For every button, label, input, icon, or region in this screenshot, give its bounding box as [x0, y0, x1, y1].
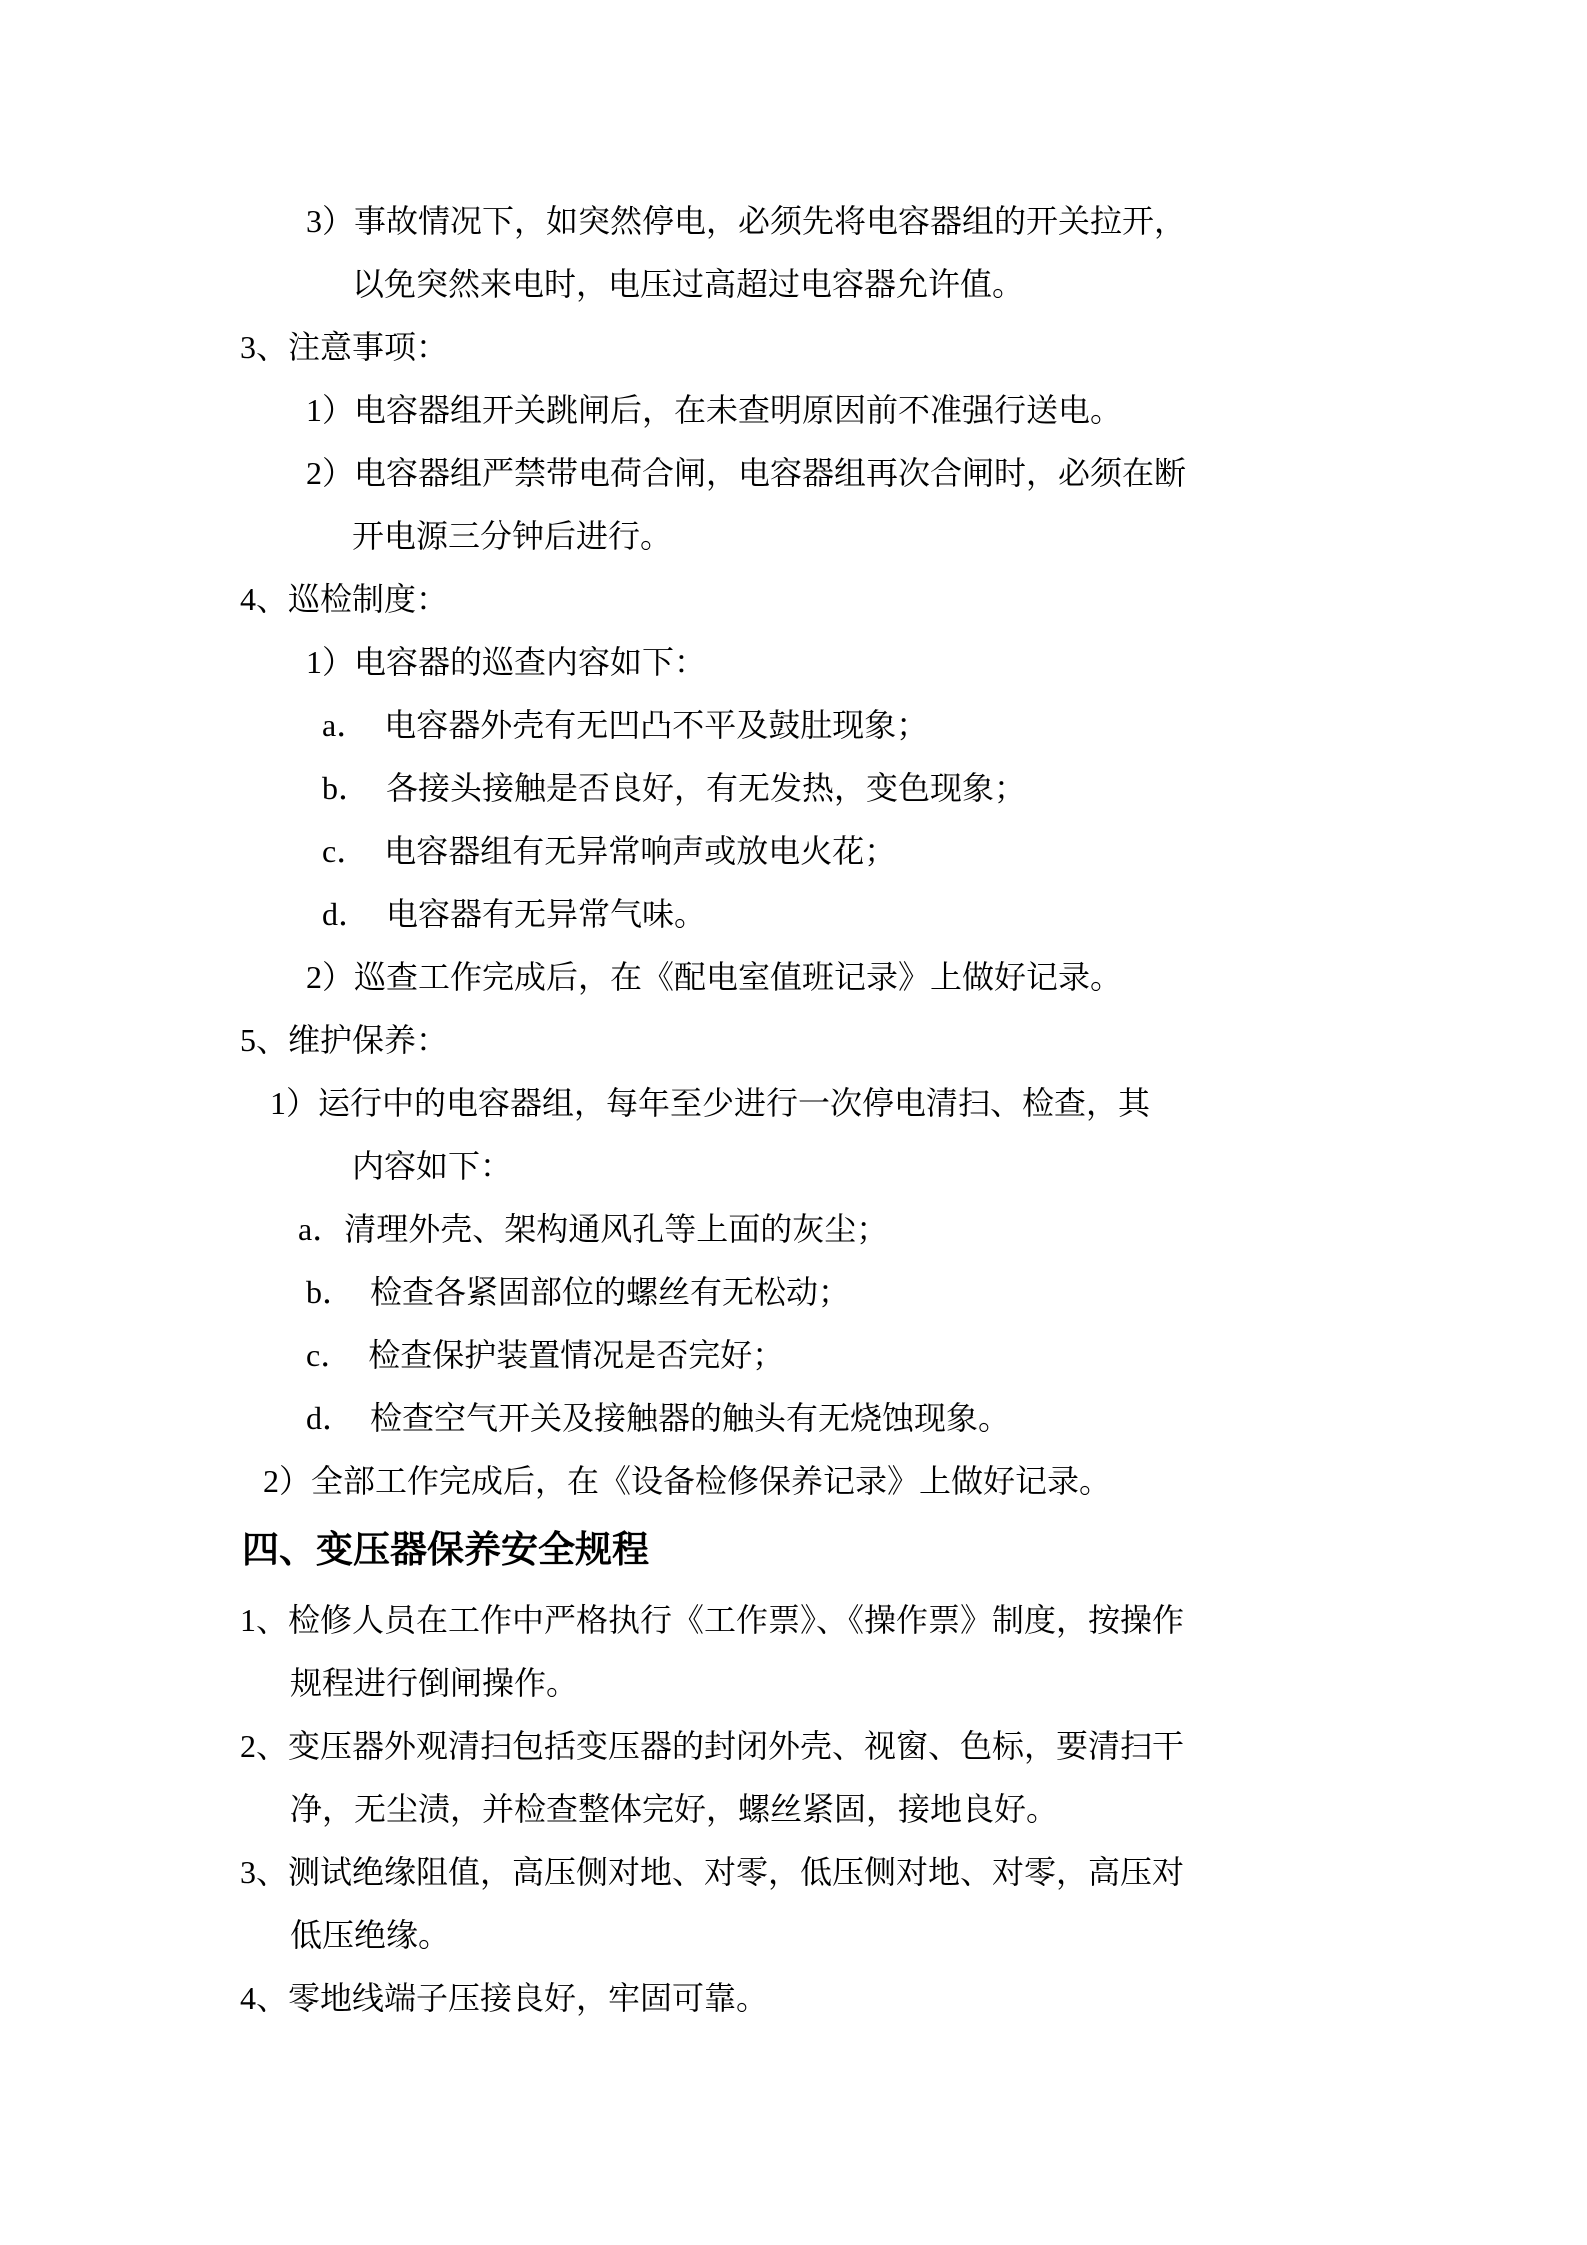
text-line: 开电源三分钟后进行。 — [352, 518, 673, 554]
text-line: b． 检查各紧固部位的螺丝有无松动； — [306, 1274, 851, 1310]
text-line: c． 检查保护装置情况是否完好； — [306, 1337, 785, 1373]
text-line: 净，无尘渍，并检查整体完好，螺丝紧固，接地良好。 — [290, 1791, 1059, 1827]
text-line: d． 检查空气开关及接触器的触头有无烧蚀现象。 — [306, 1400, 1011, 1436]
text-line: 4、巡检制度： — [240, 581, 449, 617]
section-heading: 四、变压器保养安全规程 — [242, 1530, 649, 1571]
text-line: 3）事故情况下，如突然停电，必须先将电容器组的开关拉开， — [306, 203, 1187, 239]
text-line: 内容如下： — [352, 1148, 513, 1184]
text-line: 2）全部工作完成后，在《设备检修保养记录》上做好记录。 — [263, 1463, 1112, 1499]
text-line: 2）电容器组严禁带电荷合闸，电容器组再次合闸时，必须在断 — [306, 455, 1187, 491]
text-line: 3、测试绝缘阻值，高压侧对地、对零，低压侧对地、对零，高压对 — [240, 1854, 1185, 1890]
text-line: 低压绝缘。 — [290, 1917, 451, 1953]
text-line: d． 电容器有无异常气味。 — [322, 896, 707, 932]
text-line: a．清理外壳、架构通风孔等上面的灰尘； — [298, 1211, 889, 1247]
text-line: 1、检修人员在工作中严格执行《工作票》、《操作票》制度，按操作 — [240, 1602, 1185, 1638]
text-line: 4、零地线端子压接良好，牢固可靠。 — [240, 1980, 769, 2016]
text-line: 规程进行倒闸操作。 — [290, 1665, 579, 1701]
text-line: c． 电容器组有无异常响声或放电火花； — [322, 833, 897, 869]
text-line: 2、变压器外观清扫包括变压器的封闭外壳、视窗、色标，要清扫干 — [240, 1728, 1185, 1764]
text-line: 以免突然来电时，电压过高超过电容器允许值。 — [352, 266, 1025, 302]
text-line: 2）巡查工作完成后，在《配电室值班记录》上做好记录。 — [306, 959, 1123, 995]
text-line: a． 电容器外壳有无凹凸不平及鼓肚现象； — [322, 707, 929, 743]
text-line: 1）电容器组开关跳闸后，在未查明原因前不准强行送电。 — [306, 392, 1123, 428]
text-line: 3、注意事项： — [240, 329, 449, 365]
text-line: 1）运行中的电容器组，每年至少进行一次停电清扫、检查，其 — [270, 1085, 1151, 1121]
text-line: 1）电容器的巡查内容如下： — [306, 644, 707, 680]
text-line: b． 各接头接触是否良好，有无发热，变色现象； — [322, 770, 1027, 806]
text-line: 5、维护保养： — [240, 1022, 449, 1058]
